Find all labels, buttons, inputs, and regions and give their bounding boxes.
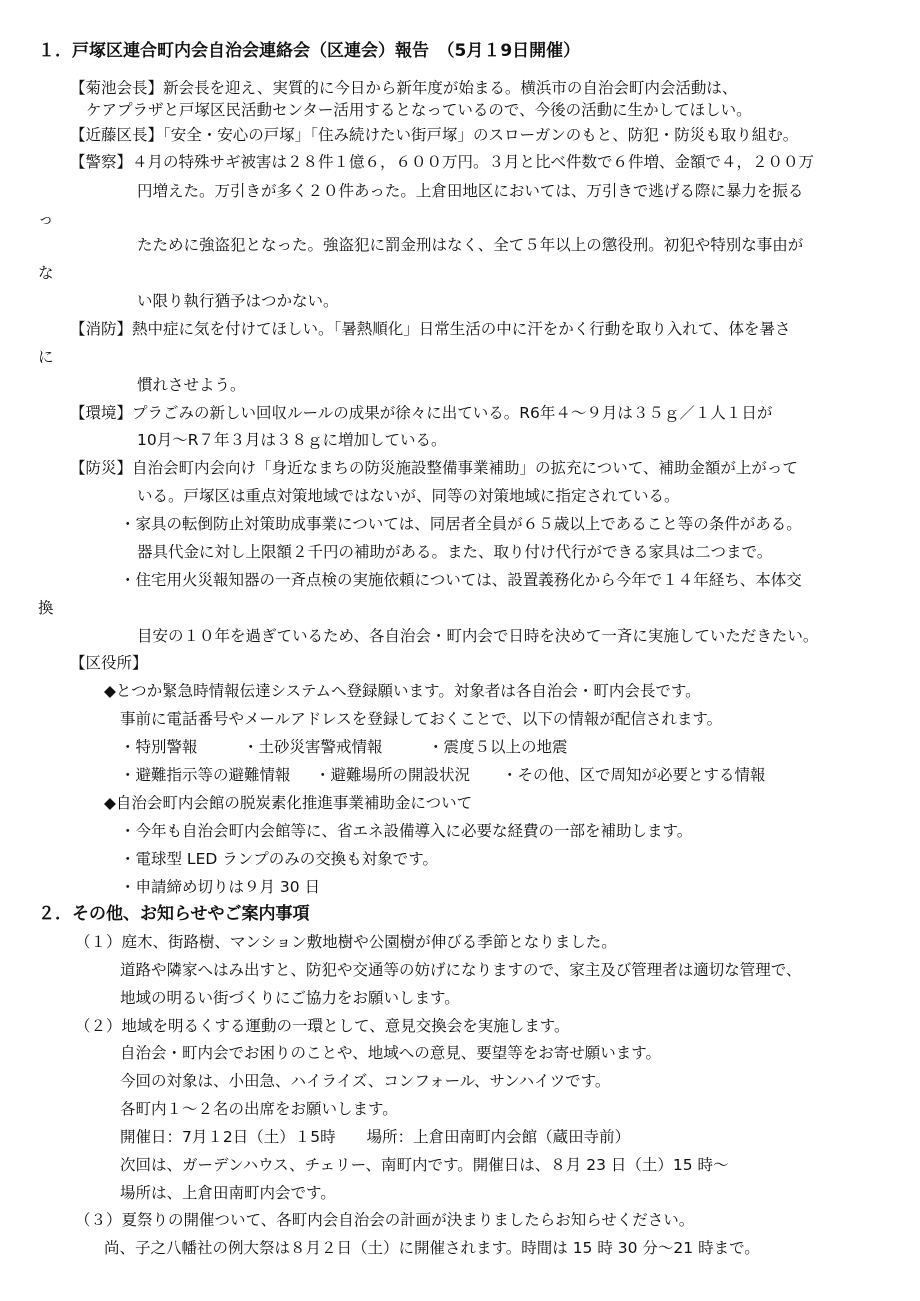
item-3-line-1: （３）夏祭りの開催ついて、各町内会自治会の計画が決まりましたらお知らせください。 [75, 1211, 695, 1229]
env-line-1: 【環境】プラごみの新しい回収ルールの成果が徐々に出ている。R6年４～９月は３５ｇ／１人１日が [70, 404, 773, 422]
police-line-1: 【警察】４月の特殊サギ被害は２８件１億６，６００万円。３月と比べ件数で６件増、金額で４，２００万 [70, 153, 815, 171]
fire-line-2: 慣れさせよう。 [137, 376, 246, 394]
ward-line-6: ・今年も自治会町内会館等に、省エネ設備導入に必要な経費の一部を補助します。 [120, 822, 693, 840]
bosai-wrap: 換 [38, 599, 54, 617]
item-2-line-7: 場所は、上倉田南町内会です。 [120, 1184, 336, 1202]
police-wrap-1: っ [38, 210, 54, 228]
kikuchi-line-2: ケアプラザと戸塚区民活動センター活用するとなっているので、今後の活動に生かしてほしい。 [86, 101, 752, 119]
item-2-line-3: 今回の対象は、小田急、ハイライズ、コンフォール、サンハイツです。 [120, 1072, 611, 1090]
bosai-line-6: 目安の１０年を過ぎているため、各自治会・町内会で日時を決めて一斉に実施していただきたい。 [137, 627, 819, 645]
ward-bullet-special-warning: ・特別警報 [120, 738, 198, 756]
item-2-line-2: 自治会・町内会でお困りのことや、地域への意見、要望等をお寄せ願います。 [120, 1044, 661, 1062]
police-line-2: 円増えた。万引きが多く２０件あった。上倉田地区においては、万引きで逃げる際に暴力を振る [137, 182, 804, 200]
police-line-3: たために強盗犯となった。強盗犯に罰金刑はなく、全て５年以上の懲役刑。初犯や特別な事由が [137, 236, 804, 254]
item-2-line-4: 各町内１～２名の出席をお願いします。 [120, 1100, 398, 1118]
ward-line-8: ・申請締め切りは９月 30 日 [120, 878, 321, 896]
bosai-line-3: ・家具の転倒防止対策助成事業については、同居者全員が６５歳以上であること等の条件がある。 [120, 515, 802, 533]
ward-bullet-shelter: ・避難場所の開設状況 [315, 766, 471, 784]
bosai-line-5: ・住宅用火災報知器の一斉点検の実施依頼については、設置義務化から今年で１４年経ち、本体交 [120, 571, 802, 589]
ward-bullet-other: ・その他、区で周知が必要とする情報 [502, 766, 766, 784]
item-2-line-6: 次回は、ガーデンハウス、チェリー、南町内です。開催日は、８月 23 日（土）15 時～ [120, 1156, 729, 1174]
kondo-line: 【近藤区長】「安全・安心の戸塚」「住み続けたい街戸塚」のスローガンのもと、防犯・防災も取り組む。 [70, 126, 799, 144]
item-1-line-3: 地域の明るい街づくりにご協力をお願いします。 [120, 989, 460, 1007]
item-3-line-2: 尚、子之八幡社の例大祭は８月２日（土）に開催されます。時間は 15 時 30 分～21 時まで。 [104, 1239, 760, 1257]
ward-bullet-landslide: ・土砂災害警戒情報 [243, 738, 383, 756]
item-1-line-1: （１）庭木、街路樹、マンション敷地樹や公園樹が伸びる季節となりました。 [75, 933, 617, 951]
item-1-line-2: 道路や隣家へはみ出すと、防犯や交通等の妨げになりますので、家主及び管理者は適切な管理で、 [120, 961, 802, 979]
ward-line-7: ・電球型 LED ランプのみの交換も対象です。 [120, 850, 438, 868]
ward-line-5: ◆自治会町内会館の脱炭素化推進事業補助金について [104, 794, 473, 812]
ward-bullet-earthquake: ・震度５以上の地震 [428, 738, 568, 756]
ward-line-2: 事前に電話番号やメールアドレスを登録しておくことで、以下の情報が配信されます。 [120, 710, 723, 728]
bosai-line-1: 【防災】自治会町内会向け「身近なまちの防災施設整備事業補助」の拡充について、補助金額が上がって [70, 459, 798, 477]
section-1-heading: １．戸塚区連合町内会自治会連絡会（区連会）報告 （5月１9日開催） [38, 41, 581, 61]
police-line-4: い限り執行猶予はつかない。 [137, 292, 339, 310]
bosai-line-2: いる。戸塚区は重点対策地域ではないが、同等の対策地域に指定されている。 [137, 487, 680, 505]
ward-line-1: ◆とつか緊急時情報伝達システムへ登録願います。対象者は各自治会・町内会長です。 [104, 682, 701, 700]
bosai-line-4: 器具代金に対し上限額２千円の補助がある。また、取り付け代行ができる家具は二つまで。 [137, 543, 773, 561]
item-2-line-1: （２）地域を明るくする運動の一環として、意見交換会を実施します。 [75, 1017, 570, 1035]
ward-bullet-evacuation: ・避難指示等の避難情報 [120, 766, 291, 784]
section-2-heading: ２．その他、お知らせやご案内事項 [38, 904, 310, 924]
fire-line-1: 【消防】熱中症に気を付けてほしい。「暑熱順化」日常生活の中に汗をかく行動を取り入れて、体を暑さ [70, 320, 791, 338]
env-line-2: 10月～R７年３月は３８ｇに増加している。 [137, 431, 447, 449]
item-2-line-5: 開催日：7月１2日（土）１5時 場所：上倉田南町内会館（蔵田寺前） [120, 1128, 631, 1146]
kikuchi-line-1: 【菊池会長】新会長を迎え、実質的に今日から新年度が始まる。横浜市の自治会町内会活動は、 [70, 79, 738, 97]
fire-wrap: に [38, 348, 54, 366]
police-wrap-2: な [38, 264, 54, 282]
ward-office-title: 【区役所】 [70, 654, 148, 672]
